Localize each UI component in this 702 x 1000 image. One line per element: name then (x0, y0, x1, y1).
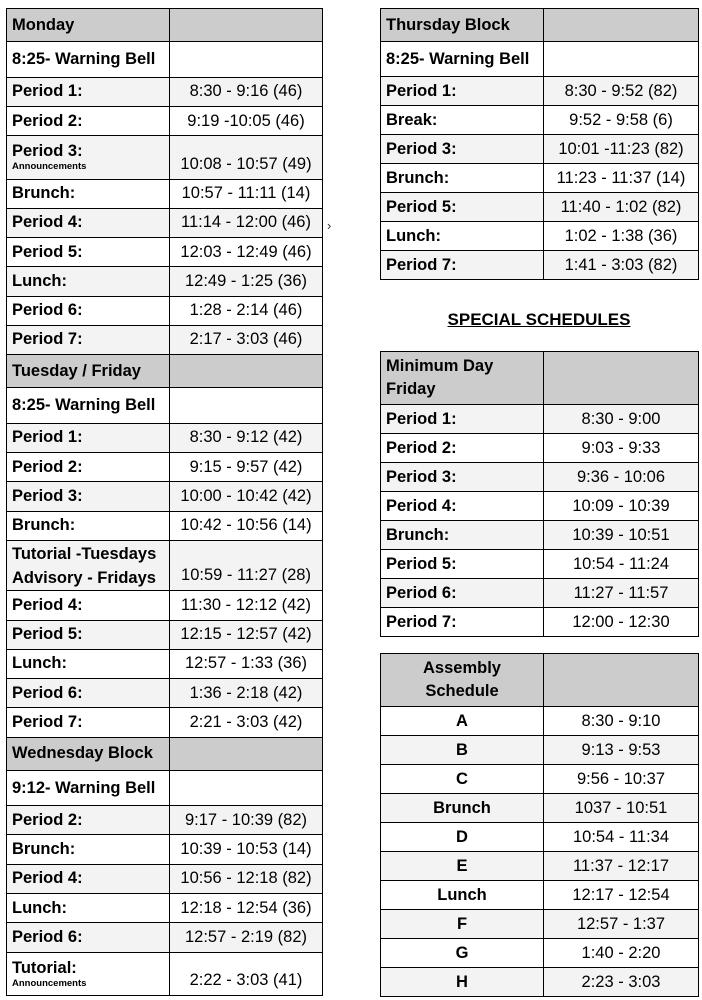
table-row (381, 463, 699, 492)
block-label: B (381, 736, 544, 765)
period-label: Brunch: (381, 164, 544, 193)
block-time: 10:54 - 11:34 (544, 823, 699, 852)
block-label: D (381, 823, 544, 852)
period-time: 10:54 - 11:24 (544, 550, 699, 579)
period-time: 8:30 - 9:16 (46) (170, 77, 323, 106)
table-row (7, 620, 323, 649)
block-label: A (381, 707, 544, 736)
period-label: Period 5: (7, 238, 170, 267)
period-label: Period 7: (7, 325, 170, 354)
thursday-title: Thursday Block (381, 9, 544, 42)
period-label: Period 7: (381, 608, 544, 637)
period-label: Period 4: (7, 864, 170, 893)
period-time: 9:19 -10:05 (46) (170, 106, 323, 135)
period-time: 10:57 - 11:11 (14) (170, 179, 323, 208)
period-label: Lunch: (7, 893, 170, 922)
period-label-text: Tutorial: (12, 958, 77, 977)
table-row (381, 939, 699, 968)
table-row (381, 434, 699, 463)
warning-bell-label: 8:25- Warning Bell (7, 42, 170, 77)
period-time: 12:00 - 12:30 (544, 608, 699, 637)
period-time: 1:36 - 2:18 (42) (170, 679, 323, 708)
announcements-note: Announcements (12, 161, 87, 173)
table-row (7, 952, 323, 995)
period-time: 11:40 - 1:02 (82) (544, 193, 699, 222)
period-label: Period 5: (381, 550, 544, 579)
table-row (381, 707, 699, 736)
period-time: 10:39 - 10:53 (14) (170, 835, 323, 864)
period-time: 12:49 - 1:25 (36) (170, 267, 323, 296)
period-time: 1:02 - 1:38 (36) (544, 222, 699, 251)
table-row (7, 708, 323, 737)
table-row (381, 968, 699, 997)
table-row (381, 765, 699, 794)
minimum-day-header (381, 352, 699, 405)
table-row (381, 135, 699, 164)
table-row (7, 893, 323, 922)
period-time: 8:30 - 9:52 (82) (544, 77, 699, 106)
period-label: Lunch: (7, 267, 170, 296)
period-time: 2:21 - 3:03 (42) (170, 708, 323, 737)
thursday-warning-row (381, 42, 699, 77)
period-label: Lunch: (381, 222, 544, 251)
period-label (7, 136, 170, 179)
period-label: Period 6: (7, 296, 170, 325)
period-label: Period 3: (7, 482, 170, 511)
table-row (7, 649, 323, 678)
block-time: 12:57 - 1:37 (544, 910, 699, 939)
period-label: Period 4: (381, 492, 544, 521)
table-row (381, 77, 699, 106)
period-label: Period 2: (7, 806, 170, 835)
period-label: Period 3: (381, 463, 544, 492)
period-label: Lunch: (7, 649, 170, 678)
period-label: Period 2: (381, 434, 544, 463)
table-row (381, 910, 699, 939)
assembly-title (381, 654, 544, 707)
advisory-label: Advisory - Fridays (12, 568, 156, 587)
period-time: 9:15 - 9:57 (42) (170, 453, 323, 482)
warning-bell-label: 8:25- Warning Bell (381, 42, 544, 77)
period-time: 1:28 - 2:14 (46) (170, 296, 323, 325)
table-row (7, 591, 323, 620)
table-row (7, 835, 323, 864)
table-row (7, 296, 323, 325)
period-time: 1:41 - 3:03 (82) (544, 251, 699, 280)
table-row (381, 550, 699, 579)
period-label: Period 1: (381, 77, 544, 106)
period-time: 11:14 - 12:00 (46) (170, 208, 323, 237)
minimum-day-title-line2: Friday (386, 380, 436, 398)
table-row (7, 923, 323, 952)
block-time: 1:40 - 2:20 (544, 939, 699, 968)
period-time: 12:15 - 12:57 (42) (170, 620, 323, 649)
minimum-day-title (381, 352, 544, 405)
minimum-day-title-line1: Minimum Day (386, 357, 494, 375)
block-time: 9:56 - 10:37 (544, 765, 699, 794)
table-row (381, 193, 699, 222)
period-time: 10:56 - 12:18 (82) (170, 864, 323, 893)
period-time: 9:52 - 9:58 (6) (544, 106, 699, 135)
period-label (7, 540, 170, 590)
period-label: Brunch: (7, 835, 170, 864)
period-time: 10:08 - 10:57 (49) (170, 136, 323, 179)
thursday-schedule-table (380, 8, 699, 280)
table-row (7, 136, 323, 179)
wednesday-title: Wednesday Block (7, 737, 170, 770)
tutorial-label: Tutorial -Tuesdays (12, 544, 157, 563)
assembly-schedule-table (380, 653, 699, 997)
period-time: 9:36 - 10:06 (544, 463, 699, 492)
table-row (381, 492, 699, 521)
period-label: Period 2: (7, 453, 170, 482)
period-label: Period 5: (381, 193, 544, 222)
table-row (7, 179, 323, 208)
wednesday-warning-row (7, 770, 323, 805)
block-label: E (381, 852, 544, 881)
minimum-day-table (380, 351, 699, 637)
table-row (7, 423, 323, 452)
period-label: Period 6: (7, 923, 170, 952)
period-time: 10:00 - 10:42 (42) (170, 482, 323, 511)
period-label: Period 6: (381, 579, 544, 608)
tuesday-friday-title: Tuesday / Friday (7, 355, 170, 388)
period-label: Period 1: (381, 405, 544, 434)
table-row (7, 325, 323, 354)
period-label: Period 4: (7, 591, 170, 620)
period-label: Brunch: (381, 521, 544, 550)
table-row (7, 864, 323, 893)
period-time: 11:27 - 11:57 (544, 579, 699, 608)
table-row (381, 852, 699, 881)
period-label: Break: (381, 106, 544, 135)
period-time: 2:17 - 3:03 (46) (170, 325, 323, 354)
period-label: Period 3: (381, 135, 544, 164)
wednesday-header (7, 737, 323, 770)
table-row (7, 511, 323, 540)
table-row (381, 521, 699, 550)
period-time: 10:09 - 10:39 (544, 492, 699, 521)
table-row (381, 608, 699, 637)
period-label-text: Period 3: (12, 142, 83, 161)
table-row (7, 106, 323, 135)
chevron-right-icon: › (327, 218, 332, 233)
assembly-title-line2: Schedule (425, 682, 499, 700)
period-time: 8:30 - 9:12 (42) (170, 423, 323, 452)
period-time: 12:03 - 12:49 (46) (170, 238, 323, 267)
period-time: 10:01 -11:23 (82) (544, 135, 699, 164)
period-label: Period 5: (7, 620, 170, 649)
monday-warning-row (7, 42, 323, 77)
period-label: Period 6: (7, 679, 170, 708)
period-label: Period 2: (7, 106, 170, 135)
block-time: 8:30 - 9:10 (544, 707, 699, 736)
period-time: 10:39 - 10:51 (544, 521, 699, 550)
warning-bell-label: 9:12- Warning Bell (7, 770, 170, 805)
period-label: Period 7: (7, 708, 170, 737)
period-label: Period 7: (381, 251, 544, 280)
table-row (381, 405, 699, 434)
period-time: 10:42 - 10:56 (14) (170, 511, 323, 540)
table-row (7, 267, 323, 296)
block-time: 9:13 - 9:53 (544, 736, 699, 765)
left-schedule-table (6, 8, 323, 996)
period-time: 10:59 - 11:27 (28) (170, 540, 323, 590)
table-row (7, 208, 323, 237)
table-row (381, 823, 699, 852)
table-row (7, 679, 323, 708)
announcements-note: Announcements (12, 977, 87, 989)
period-label: Brunch: (7, 511, 170, 540)
block-label: Lunch (381, 881, 544, 910)
block-label: H (381, 968, 544, 997)
period-time: 12:57 - 2:19 (82) (170, 923, 323, 952)
tuesday-friday-header (7, 355, 323, 388)
table-row (381, 736, 699, 765)
table-row (381, 222, 699, 251)
block-time: 11:37 - 12:17 (544, 852, 699, 881)
period-time: 9:03 - 9:33 (544, 434, 699, 463)
block-label: G (381, 939, 544, 968)
table-row (7, 77, 323, 106)
monday-title: Monday (7, 9, 170, 42)
period-time: 12:57 - 1:33 (36) (170, 649, 323, 678)
table-row (7, 453, 323, 482)
block-time: 1037 - 10:51 (544, 794, 699, 823)
table-row (381, 881, 699, 910)
period-label (7, 952, 170, 995)
table-row (381, 164, 699, 193)
monday-header (7, 9, 323, 42)
table-row (381, 251, 699, 280)
table-row (7, 806, 323, 835)
table-row (381, 579, 699, 608)
warning-bell-label: 8:25- Warning Bell (7, 388, 170, 423)
period-label: Period 1: (7, 77, 170, 106)
block-time: 12:17 - 12:54 (544, 881, 699, 910)
period-time: 2:22 - 3:03 (41) (170, 952, 323, 995)
period-label: Brunch: (7, 179, 170, 208)
block-label: F (381, 910, 544, 939)
table-row (7, 540, 323, 590)
table-row (7, 238, 323, 267)
period-time: 11:23 - 11:37 (14) (544, 164, 699, 193)
table-row (381, 794, 699, 823)
period-label: Period 4: (7, 208, 170, 237)
period-time: 9:17 - 10:39 (82) (170, 806, 323, 835)
thursday-header (381, 9, 699, 42)
period-time: 11:30 - 12:12 (42) (170, 591, 323, 620)
period-label: Period 1: (7, 423, 170, 452)
assembly-title-line1: Assembly (423, 659, 501, 677)
block-label: C (381, 765, 544, 794)
block-time: 2:23 - 3:03 (544, 968, 699, 997)
period-time: 12:18 - 12:54 (36) (170, 893, 323, 922)
tuesday-friday-warning-row (7, 388, 323, 423)
table-row (7, 482, 323, 511)
block-label: Brunch (381, 794, 544, 823)
special-schedules-heading: SPECIAL SCHEDULES (447, 310, 631, 329)
period-time: 8:30 - 9:00 (544, 405, 699, 434)
table-row (381, 106, 699, 135)
assembly-header (381, 654, 699, 707)
